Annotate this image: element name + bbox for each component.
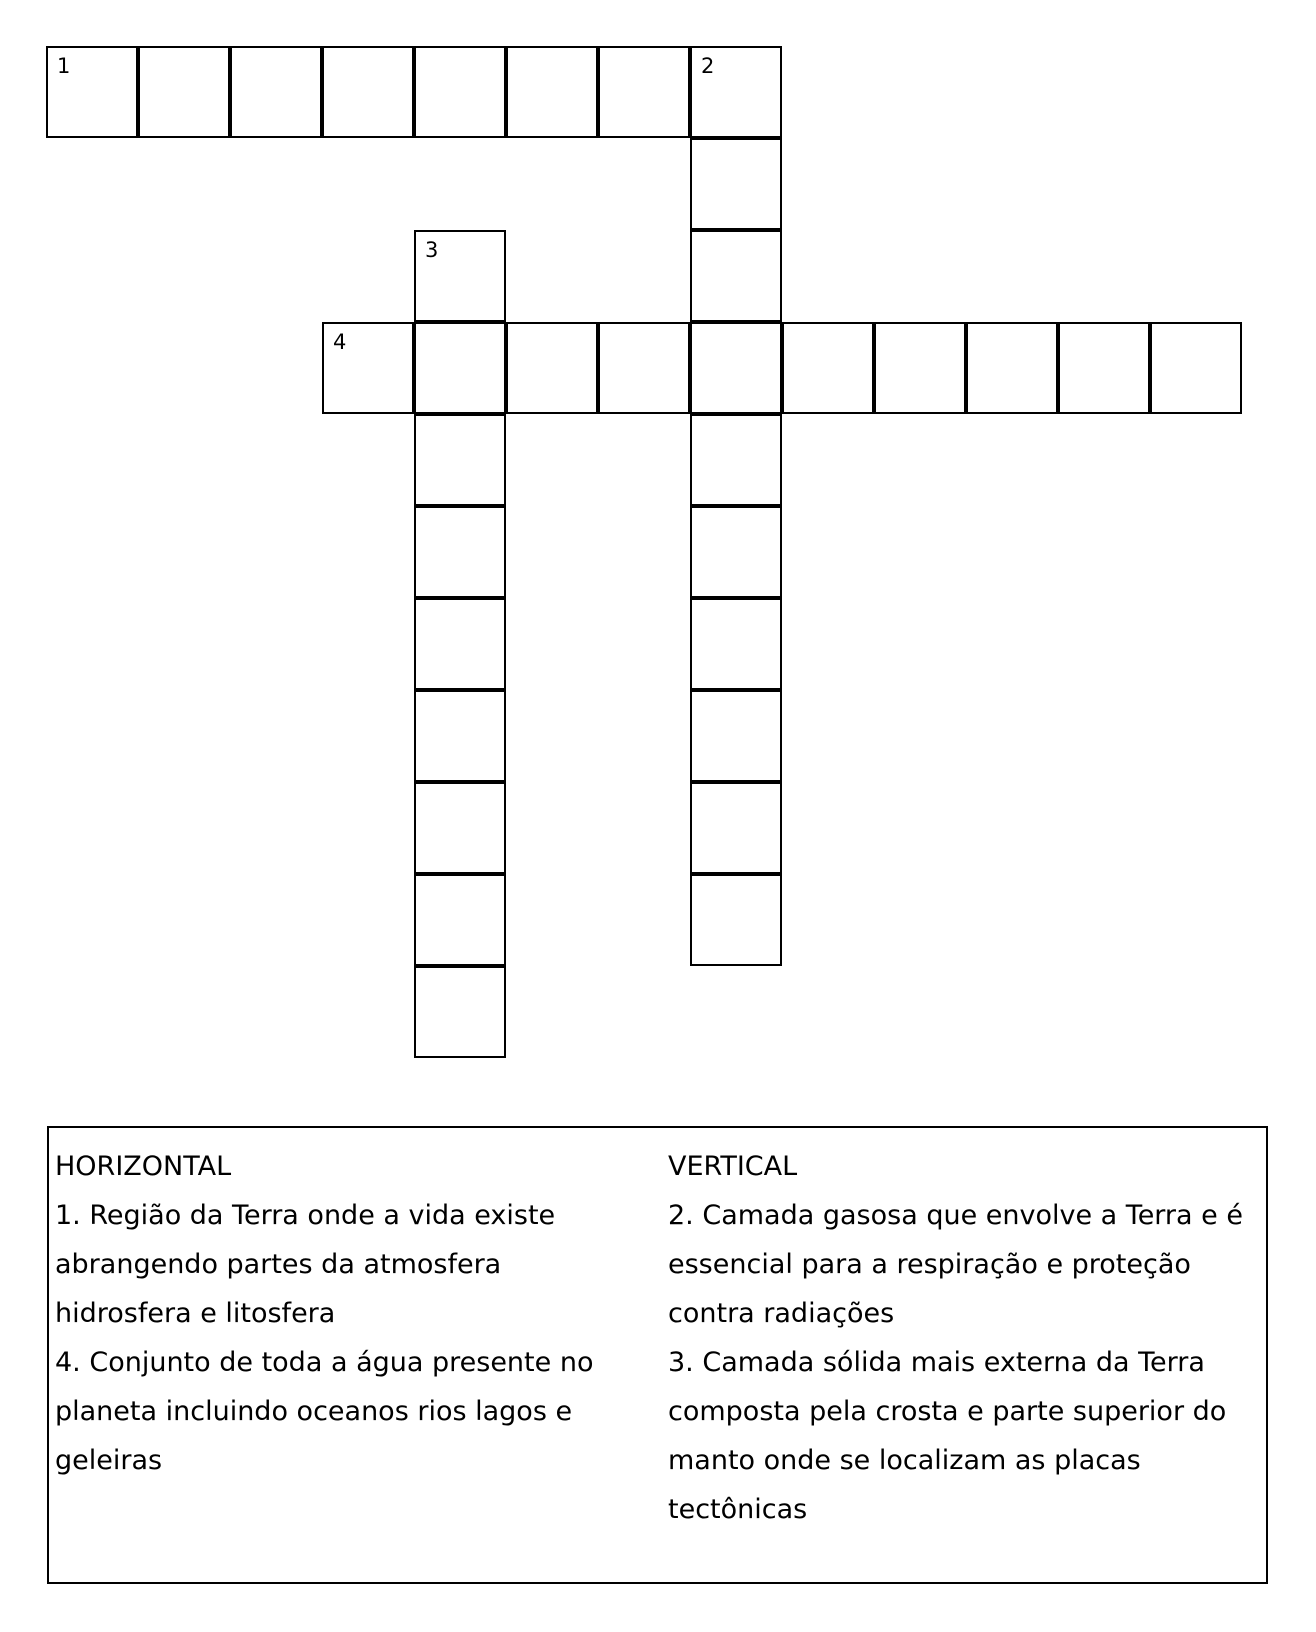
- clue-3: 3. Camada sólida mais externa da Terra composta pela crosta e parte superior do manto onde se localizam as placas tectônicas: [668, 1347, 1227, 1525]
- horizontal-heading: HORIZONTAL: [55, 1151, 232, 1182]
- crossword-cell[interactable]: [414, 322, 506, 414]
- crossword-cell[interactable]: [322, 322, 414, 414]
- crossword-cell[interactable]: [414, 230, 506, 322]
- crossword-cell[interactable]: [690, 230, 782, 322]
- crossword-cell[interactable]: [598, 46, 690, 138]
- clue-2: 2. Camada gasosa que envolve a Terra e é essencial para a respiração e proteção contra radiações: [668, 1200, 1243, 1329]
- crossword-cell[interactable]: [690, 506, 782, 598]
- crossword-cell[interactable]: [690, 874, 782, 966]
- crossword-cell[interactable]: [230, 46, 322, 138]
- crossword-cell[interactable]: [690, 782, 782, 874]
- crossword-cell[interactable]: [690, 46, 782, 138]
- clue-box: [47, 1126, 1268, 1584]
- crossword-cell[interactable]: [414, 690, 506, 782]
- crossword-cell[interactable]: [414, 782, 506, 874]
- clue-number-label: 1: [57, 54, 71, 78]
- horizontal-clues: [55, 1142, 645, 1485]
- crossword-cell[interactable]: [1058, 322, 1150, 414]
- clue-number-label: 2: [701, 54, 715, 78]
- crossword-cell[interactable]: [782, 322, 874, 414]
- crossword-cell[interactable]: [690, 322, 782, 414]
- clue-4: 4. Conjunto de toda a água presente no planeta incluindo oceanos rios lagos e geleiras: [55, 1347, 594, 1476]
- vertical-clues: [668, 1142, 1258, 1534]
- crossword-cell[interactable]: [414, 598, 506, 690]
- crossword-cell[interactable]: [874, 322, 966, 414]
- clue-number-label: 3: [425, 238, 439, 262]
- clue-1: 1. Região da Terra onde a vida existe abrangendo partes da atmosfera hidrosfera e litosfera: [55, 1200, 556, 1329]
- crossword-cell[interactable]: [690, 690, 782, 782]
- crossword-cell[interactable]: [506, 46, 598, 138]
- crossword-cell[interactable]: [598, 322, 690, 414]
- crossword-cell[interactable]: [690, 598, 782, 690]
- crossword-cell[interactable]: [322, 46, 414, 138]
- crossword-cell[interactable]: [506, 322, 598, 414]
- crossword-cell[interactable]: [414, 506, 506, 598]
- crossword-cell[interactable]: [414, 874, 506, 966]
- crossword-cell[interactable]: [966, 322, 1058, 414]
- crossword-cell[interactable]: [138, 46, 230, 138]
- crossword-cell[interactable]: [690, 414, 782, 506]
- crossword-cell[interactable]: [690, 138, 782, 230]
- clue-number-label: 4: [333, 330, 347, 354]
- crossword-cell[interactable]: [1150, 322, 1242, 414]
- crossword-cell[interactable]: [46, 46, 138, 138]
- vertical-heading: VERTICAL: [668, 1151, 798, 1182]
- crossword-cell[interactable]: [414, 46, 506, 138]
- crossword-cell[interactable]: [414, 414, 506, 506]
- crossword-cell[interactable]: [414, 966, 506, 1058]
